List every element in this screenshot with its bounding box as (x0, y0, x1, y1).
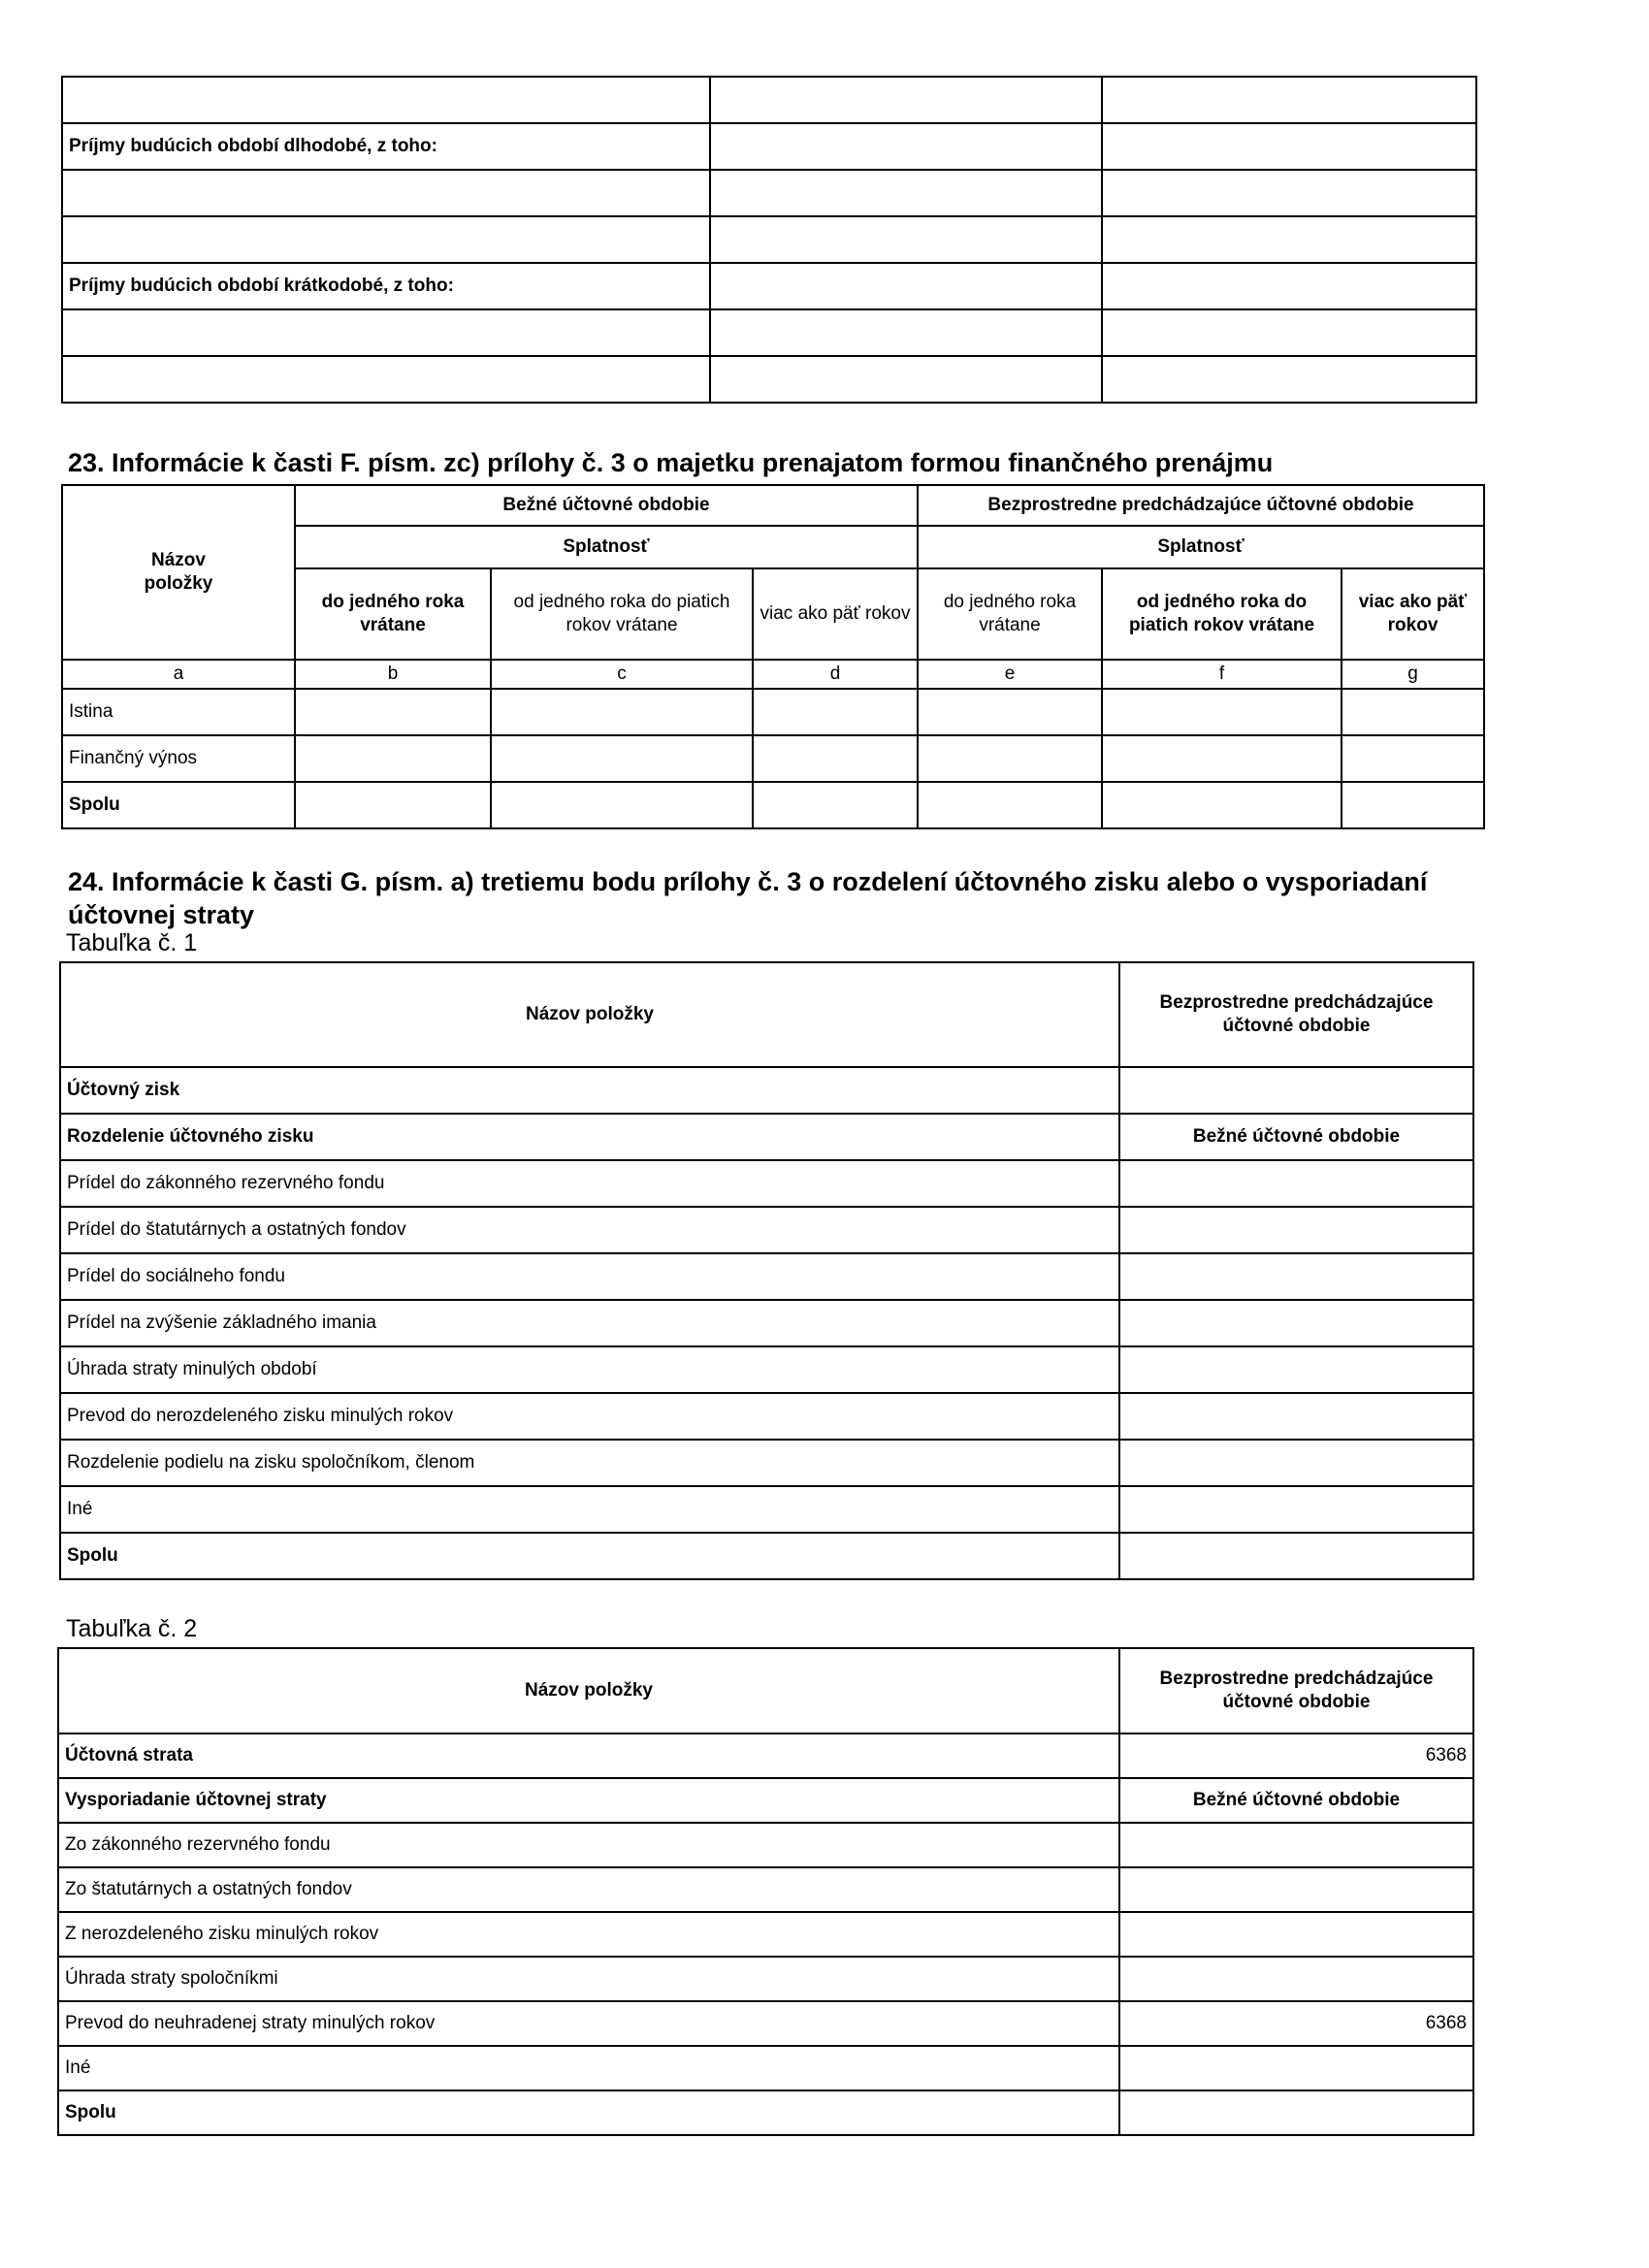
col-letter: e (918, 660, 1102, 689)
table-1-caption: Tabuľka č. 1 (66, 929, 198, 956)
table-row: Spolu (60, 1533, 1119, 1579)
table-row: Iné (58, 2046, 1119, 2090)
col-letter: a (62, 660, 295, 689)
table-row: Prídel na zvýšenie základného imania (60, 1300, 1119, 1346)
table-row: Účtovný zisk (60, 1067, 1119, 1114)
maturity-header-current: Splatnosť (295, 526, 918, 568)
col-letter: b (295, 660, 491, 689)
table-row: Prídel do zákonného rezervného fondu (60, 1160, 1119, 1207)
table-row: Zo štatutárnych a ostatných fondov (58, 1867, 1119, 1912)
section-24-heading (68, 865, 1427, 931)
previous-period-header: Bezprostredne predchádzajúce účtovné obdobie (918, 485, 1484, 526)
table-row: Prídel do sociálneho fondu (60, 1253, 1119, 1300)
table-row: Účtovná strata (58, 1733, 1119, 1778)
section-23-heading: 23. Informácie k časti F. písm. zc) prílohy č. 3 o majetku prenajatom formou finančného prenájmu (68, 448, 1274, 477)
table-row: Úhrada straty spoločníkmi (58, 1957, 1119, 2001)
current-period-header: Bežné účtovné obdobie (295, 485, 918, 526)
table-row: Prídel do štatutárnych a ostatných fondov (60, 1207, 1119, 1253)
col-letter: f (1102, 660, 1342, 689)
transfer-value: 6368 (1119, 2001, 1473, 2046)
col-1to5-current: od jedného roka do piatich rokov vrátane (491, 568, 753, 660)
col-5plus-current: viac ako päť rokov (753, 568, 918, 660)
table-row: Spolu (58, 2090, 1119, 2135)
income-future-periods-table (61, 76, 1477, 404)
table-cell (62, 216, 710, 263)
table-cell (62, 356, 710, 403)
table-2-value-header: Bezprostredne predchádzajúce účtovné obdobie (1119, 1648, 1473, 1733)
table-row: Prevod do neuhradenej straty minulých rokov (58, 2001, 1119, 2046)
loss-value: 6368 (1119, 1733, 1473, 1778)
table-row: Z nerozdeleného zisku minulých rokov (58, 1912, 1119, 1957)
profit-distribution-table (59, 961, 1474, 1580)
current-period-label: Bežné účtovné obdobie (1119, 1778, 1473, 1823)
section-24-heading-line1: 24. Informácie k časti G. písm. a) tretiemu bodu prílohy č. 3 o rozdelení účtovného zisku alebo o vysporiadaní (68, 867, 1428, 896)
col-1yr-previous: do jedného roka vrátane (918, 568, 1102, 660)
table-row: Prevod do nerozdeleného zisku minulých rokov (60, 1393, 1119, 1440)
col-1yr-current: do jedného roka vrátane (295, 568, 491, 660)
col-1to5-previous: od jedného roka do piatich rokov vrátane (1102, 568, 1342, 660)
table-1-value-header: Bezprostredne predchádzajúce účtovné obdobie (1119, 962, 1473, 1067)
col-letter: c (491, 660, 753, 689)
loss-settlement-table (57, 1647, 1474, 2136)
col-letter: g (1342, 660, 1484, 689)
table-2-name-header: Názov položky (58, 1648, 1119, 1733)
finance-lease-table (61, 484, 1485, 829)
col-letter: d (753, 660, 918, 689)
table-cell (62, 170, 710, 216)
row-principal-label: Istina (62, 689, 295, 735)
current-period-label: Bežné účtovné obdobie (1119, 1114, 1473, 1160)
table-2-caption: Tabuľka č. 2 (66, 1615, 198, 1642)
item-name-header: Názov položky (62, 485, 295, 660)
table-1-name-header: Názov položky (60, 962, 1119, 1067)
row-finance-income-label: Finančný výnos (62, 735, 295, 782)
table-row: Vysporiadanie účtovnej straty (58, 1778, 1119, 1823)
col-5plus-previous: viac ako päť rokov (1342, 568, 1484, 660)
table-row: Zo zákonného rezervného fondu (58, 1823, 1119, 1867)
maturity-header-previous: Splatnosť (918, 526, 1484, 568)
table-row: Úhrada straty minulých období (60, 1346, 1119, 1393)
section-24-heading-line2: účtovnej straty (68, 900, 255, 929)
table-row: Rozdelenie účtovného zisku (60, 1114, 1119, 1160)
table-row: Iné (60, 1486, 1119, 1533)
short-term-income-label: Príjmy budúcich období krátkodobé, z toho: (62, 263, 710, 309)
long-term-income-label: Príjmy budúcich období dlhodobé, z toho: (62, 123, 710, 170)
table-cell (62, 77, 710, 123)
table-cell (62, 309, 710, 356)
row-total-label: Spolu (62, 782, 295, 828)
table-row: Rozdelenie podielu na zisku spoločníkom, členom (60, 1440, 1119, 1486)
